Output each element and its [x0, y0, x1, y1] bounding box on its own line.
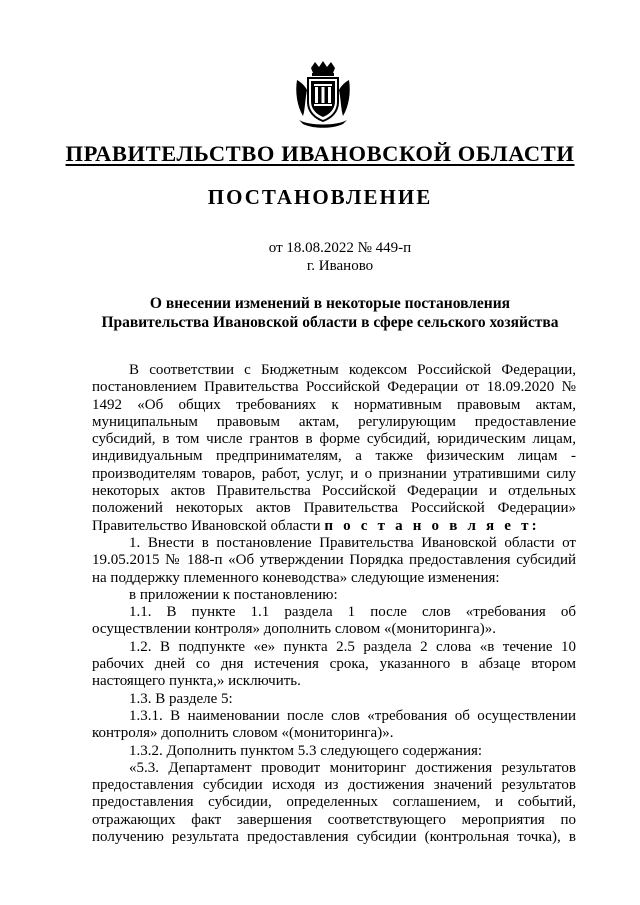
paragraph-1-3-2: 1.3.2. Дополнить пунктом 5.3 следующего содержания: [129, 742, 483, 759]
government-title: ПРАВИТЕЛЬСТВО ИВАНОВСКОЙ ОБЛАСТИ [65, 141, 575, 166]
document-city: г. Иваново [306, 258, 374, 274]
document-subject [60, 294, 600, 332]
document-body [92, 362, 576, 846]
coat-of-arms-icon [293, 60, 353, 130]
paragraph-1-1: 1.1. В пункте 1.1 раздела 1 после слов «требования об осуществлении контроля» дополнить словом «(мониторинга)». [92, 604, 576, 638]
preamble-paragraph [92, 362, 576, 535]
subject-line-2: Правительства Ивановской области в сфере сельского хозяйства [101, 314, 559, 331]
paragraph-1: 1. Внести в постановление Правительства Ивановской области от 19.05.2015 № 188-п «Об утверждении Порядка предоставления субсидий на поддержку племенного коневодства» следующие изменения: [92, 534, 576, 586]
paragraph-5-3: «5.3. Департамент проводит мониторинг достижения результатов предоставления субсидии исходя из достижения значений результатов предоставления субсидии, определенных соглашением, и событий, отражающих факт завершения соответствующего мероприятия по получению результата предоставления субсидии (контрольная точка), в [92, 759, 576, 846]
document-date-number: от 18.08.2022 № 449-п [268, 240, 412, 256]
paragraph-appendix: в приложении к постановлению: [129, 586, 338, 603]
preamble-text: В соответствии с Бюджетным кодексом Российской Федерации, постановлением Правительства Российской Федерации от 18.09.2020 № 1492 «Об общих требованиях к нормативным правовым актам, муниципальным правовым актам, регулирующим предоставление субсидий, в том числе грантов в форме субсидий, юридическим лицам, индивидуальным предпринимателям, а также физическим лицам - производителям товаров, работ, услуг, и о признании утратившими силу некоторых актов Правительства Российской Федерации и отдельных положений некоторых актов Правительства Российской Федерации» Правительство Ивановской области [92, 362, 576, 534]
subject-line-1: О внесении изменений в некоторые постановления [149, 295, 511, 312]
paragraph-1-3-1: 1.3.1. В наименовании после слов «требования об осуществлении контроля» дополнить словом «(мониторинга)». [92, 707, 576, 742]
paragraph-1-2: 1.2. В подпункте «е» пункта 2.5 раздела 2 слова «в течение 10 рабочих дней со дня истечения срока, указанного в абзаце втором настоящего пункта,» исключить. [92, 638, 576, 690]
decree-word: п о с т а н о в л я е т: [324, 517, 540, 534]
document-type: ПОСТАНОВЛЕНИЕ [207, 185, 433, 209]
paragraph-1-3: 1.3. В разделе 5: [129, 690, 233, 707]
